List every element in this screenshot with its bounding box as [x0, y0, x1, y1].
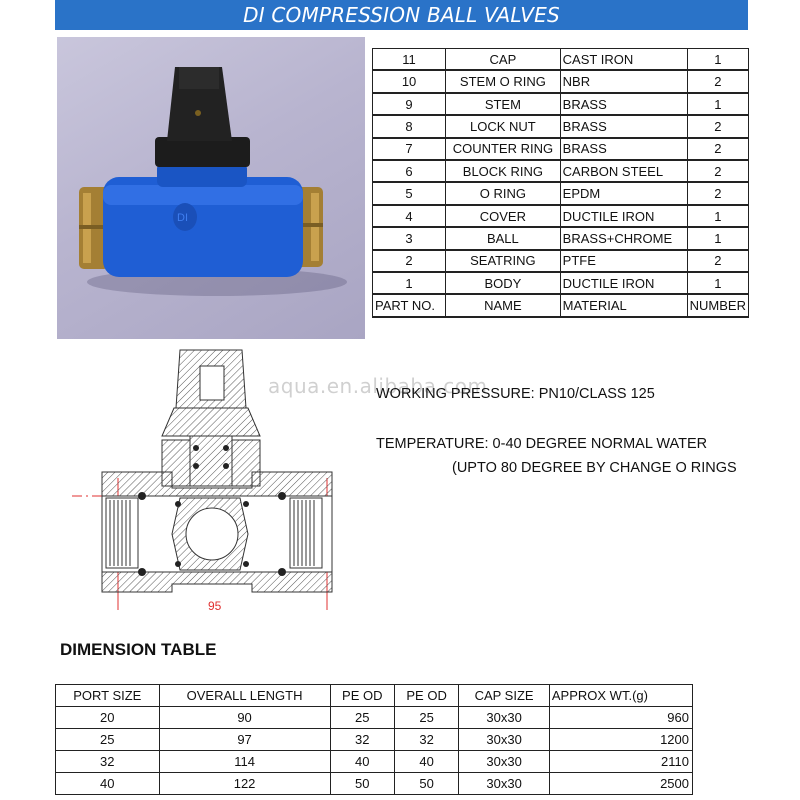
part-number-cell: 3 — [373, 227, 446, 249]
part-name-cell: SEATRING — [446, 250, 561, 272]
parts-table-row — [373, 93, 749, 115]
part-quantity-cell: 2 — [687, 115, 748, 137]
part-number-cell: 6 — [373, 160, 446, 182]
dimension-cell: 32 — [394, 729, 458, 751]
parts-table-row — [373, 70, 749, 92]
parts-table-row — [373, 182, 749, 204]
dimension-cell: 20 — [56, 707, 160, 729]
parts-table-header-row — [373, 294, 749, 317]
part-number-cell: 5 — [373, 182, 446, 204]
dimension-cell: 25 — [330, 707, 394, 729]
dimension-header-cell: PORT SIZE — [56, 685, 160, 707]
dimension-cell: 40 — [330, 751, 394, 773]
part-name-cell: BLOCK RING — [446, 160, 561, 182]
part-quantity-cell: 1 — [687, 93, 748, 115]
part-material-header: MATERIAL — [560, 294, 687, 317]
part-quantity-cell: 1 — [687, 205, 748, 227]
part-material-cell: BRASS — [560, 138, 687, 160]
parts-table-row — [373, 250, 749, 272]
dimension-cell: 2500 — [549, 773, 692, 795]
temperature-text: TEMPERATURE: 0-40 DEGREE NORMAL WATER — [376, 436, 708, 452]
dimension-row — [56, 773, 693, 795]
part-material-cell: BRASS+CHROME — [560, 227, 687, 249]
part-material-cell: PTFE — [560, 250, 687, 272]
part-name-cell: COVER — [446, 205, 561, 227]
part-name-cell: STEM O RING — [446, 70, 561, 92]
part-number-cell: 9 — [373, 93, 446, 115]
parts-table-row — [373, 49, 749, 71]
part-number-cell: 2 — [373, 250, 446, 272]
parts-table-row — [373, 160, 749, 182]
dimension-row — [56, 707, 693, 729]
part-material-cell: CARBON STEEL — [560, 160, 687, 182]
dimension-cell: 90 — [159, 707, 330, 729]
part-number-cell: 10 — [373, 70, 446, 92]
product-photo — [57, 37, 365, 339]
dimension-cell: 40 — [394, 751, 458, 773]
dimension-cell: 30x30 — [459, 707, 550, 729]
part-material-cell: EPDM — [560, 182, 687, 204]
logo-mark: DI — [177, 212, 188, 224]
part-quantity-cell: 1 — [687, 227, 748, 249]
dimension-cell: 30x30 — [459, 729, 550, 751]
dimension-cell: 1200 — [549, 729, 692, 751]
part-material-cell: BRASS — [560, 93, 687, 115]
dimension-cell: 30x30 — [459, 751, 550, 773]
part-name-cell: LOCK NUT — [446, 115, 561, 137]
part-number-cell: 11 — [373, 49, 446, 71]
part-material-cell: NBR — [560, 70, 687, 92]
parts-table — [372, 48, 749, 318]
dimension-row — [56, 751, 693, 773]
part-material-cell: DUCTILE IRON — [560, 272, 687, 294]
part-name-cell: COUNTER RING — [446, 138, 561, 160]
parts-table-row — [373, 205, 749, 227]
part-quantity-cell: 2 — [687, 160, 748, 182]
dimension-cell: 122 — [159, 773, 330, 795]
parts-table-row — [373, 227, 749, 249]
dimension-header-cell: PE OD — [394, 685, 458, 707]
dimension-label: 95 — [208, 599, 222, 610]
dimension-cell: 50 — [330, 773, 394, 795]
working-pressure-text: WORKING PRESSURE: PN10/CLASS 125 — [376, 386, 655, 402]
part-number-cell: 7 — [373, 138, 446, 160]
dimension-cell: 32 — [330, 729, 394, 751]
part-quantity-cell: 1 — [687, 272, 748, 294]
part-quantity-cell: 2 — [687, 70, 748, 92]
dimension-cell: 32 — [56, 751, 160, 773]
part-number-header: PART NO. — [373, 294, 446, 317]
dimension-header-cell: APPROX WT.(g) — [549, 685, 692, 707]
part-number-cell: 1 — [373, 272, 446, 294]
part-name-cell: O RING — [446, 182, 561, 204]
part-number-cell: 8 — [373, 115, 446, 137]
part-number-cell: 4 — [373, 205, 446, 227]
parts-table-row — [373, 138, 749, 160]
page-title-banner: DI COMPRESSION BALL VALVES — [55, 0, 748, 30]
part-quantity-cell: 2 — [687, 250, 748, 272]
dimension-row — [56, 729, 693, 751]
dimension-cell: 114 — [159, 751, 330, 773]
dimension-cell: 30x30 — [459, 773, 550, 795]
part-name-header: NAME — [446, 294, 561, 317]
dimension-cell: 40 — [56, 773, 160, 795]
watermark: aqua.en.alibaba.com — [268, 374, 488, 398]
parts-table-row — [373, 115, 749, 137]
part-material-cell: BRASS — [560, 115, 687, 137]
dimension-cell: 2110 — [549, 751, 692, 773]
part-name-cell: CAP — [446, 49, 561, 71]
temperature-note-text: (UPTO 80 DEGREE BY CHANGE O RINGS — [452, 460, 737, 476]
dimension-table — [55, 684, 693, 795]
part-material-cell: DUCTILE IRON — [560, 205, 687, 227]
dimension-table-title: DIMENSION TABLE — [60, 640, 217, 659]
dimension-cell: 25 — [394, 707, 458, 729]
part-name-cell: STEM — [446, 93, 561, 115]
dimension-header-cell: CAP SIZE — [459, 685, 550, 707]
part-name-cell: BALL — [446, 227, 561, 249]
dimension-cell: 97 — [159, 729, 330, 751]
dimension-header-cell: OVERALL LENGTH — [159, 685, 330, 707]
part-quantity-cell: 2 — [687, 182, 748, 204]
dimension-header-cell: PE OD — [330, 685, 394, 707]
valve-photo-illustration — [57, 37, 365, 339]
part-quantity-cell: 1 — [687, 49, 748, 71]
parts-table-row — [373, 272, 749, 294]
dimension-cell: 50 — [394, 773, 458, 795]
dimension-cell: 960 — [549, 707, 692, 729]
dimension-cell: 25 — [56, 729, 160, 751]
part-material-cell: CAST IRON — [560, 49, 687, 71]
part-quantity-cell: 2 — [687, 138, 748, 160]
part-name-cell: BODY — [446, 272, 561, 294]
part-quantity-header: NUMBER — [687, 294, 748, 317]
